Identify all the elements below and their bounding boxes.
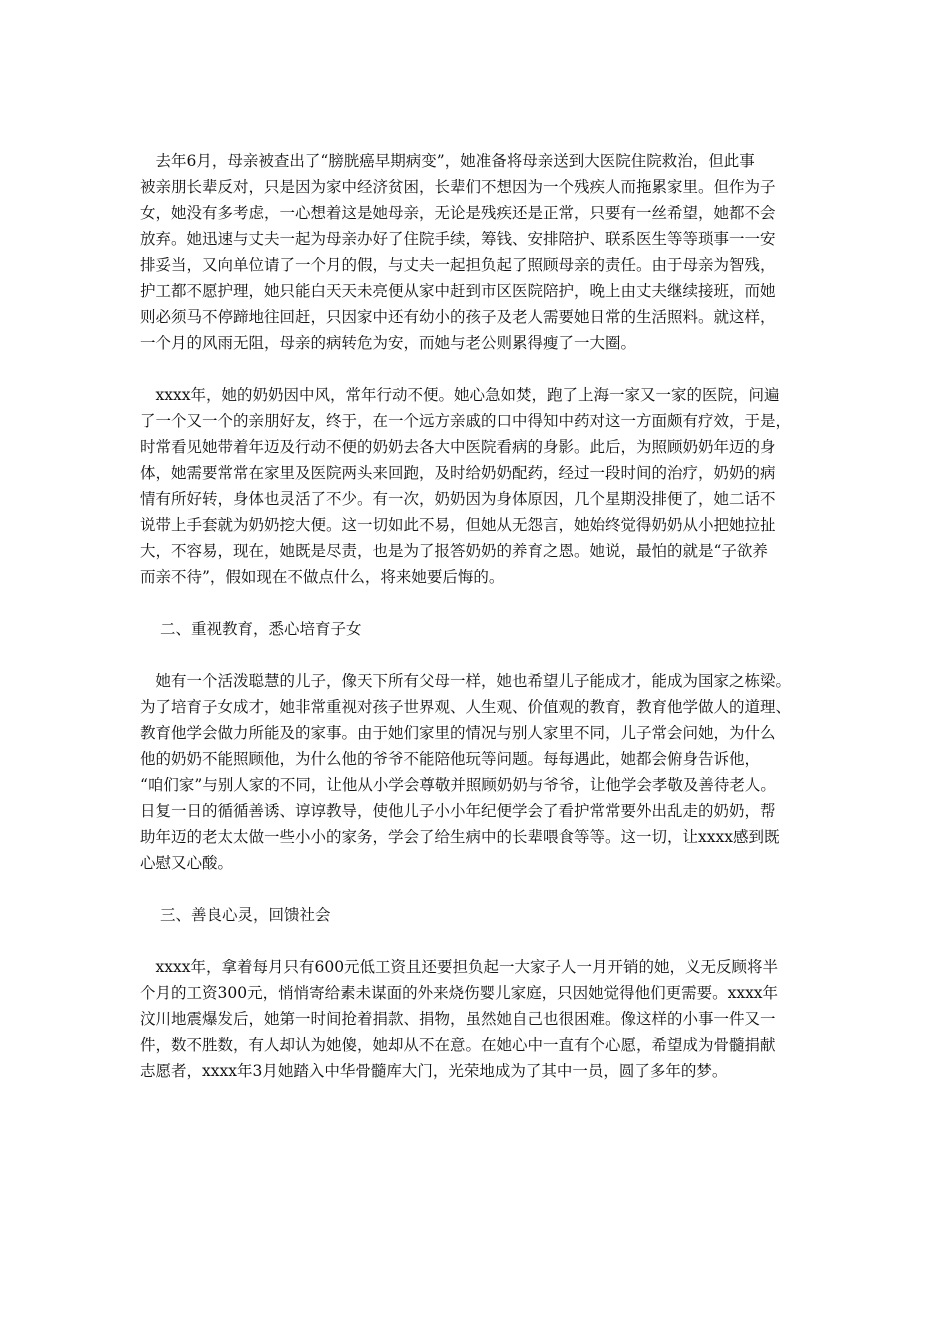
paragraph-social-contribution [140,954,808,1084]
text-line: 志愿者，xxxx年3月她踏入中华骨髓库大门，光荣地成为了其中一员，圆了多年的梦。 [140,1062,728,1080]
text-line: 心慰又心酸。 [140,854,234,872]
text-line: 汶川地震爆发后，她第一时间抢着捐款、捐物，虽然她自己也很困难。像这样的小事一件又一 [140,1010,776,1028]
section-heading-society: 三、善良心灵，回馈社会 [160,906,331,924]
text-line: 大，不容易，现在，她既是尽责，也是为了报答奶奶的养育之恩。她说，最怕的就是“子欲养 [140,542,768,560]
paragraph-grandmother-care [140,382,808,590]
text-line: 他的奶奶不能照顾他，为什么他的爷爷不能陪他玩等问题。每每遇此，她都会俯身告诉他， [140,750,761,768]
document-body [140,148,808,1084]
section-heading-education: 二、重视教育，悉心培育子女 [160,620,362,638]
text-line: 件，数不胜数，有人却认为她傻，她却从不在意。在她心中一直有个心愿，希望成为骨髓捐献 [140,1036,776,1054]
paragraph-child-education [140,668,808,876]
text-line: 放弃。她迅速与丈夫一起为母亲办好了住院手续，筹钱、安排陪护、联系医生等等琐事一一安 [140,230,776,248]
text-line: 日复一日的循循善诱、谆谆教导，使他儿子小小年纪便学会了看护常常要外出乱走的奶奶，帮 [140,802,776,820]
text-line: 一个月的风雨无阻，母亲的病转危为安，而她与老公则累得瘦了一大圈。 [140,334,637,352]
text-line: 了一个又一个的亲朋好友，终于，在一个远方亲戚的口中得知中药对这一方面颇有疗效，于是， [140,412,792,430]
text-line: 助年迈的老太太做一些小小的家务，学会了给生病中的长辈喂食等等。这一切，让xxxx感到既 [140,828,780,846]
text-line: 为了培育子女成才，她非常重视对孩子世界观、人生观、价值观的教育，教育他学做人的道理、 [140,698,792,716]
text-line: 女，她没有多考虑，一心想着这是她母亲，无论是残疾还是正常，只要有一丝希望，她都不会 [140,204,776,222]
text-line: 时常看见她带着年迈及行动不便的奶奶去各大中医院看病的身影。此后，为照顾奶奶年迈的身 [140,438,776,456]
text-line: 她有一个活泼聪慧的儿子，像天下所有父母一样，她也希望儿子能成才，能成为国家之栋梁。 [140,672,792,690]
text-line: 说带上手套就为奶奶挖大便。这一切如此不易，但她从无怨言，她始终觉得奶奶从小把她拉扯 [140,516,776,534]
text-line: 去年6月，母亲被查出了“膀胱癌早期病变”，她准备将母亲送到大医院住院救治，但此事 [140,152,755,170]
text-line: xxxx年，拿着每月只有600元低工资且还要担负起一大家子人一月开销的她，义无反顾将半 [140,958,779,976]
text-line: “咱们家”与别人家的不同，让他从小学会尊敬并照顾奶奶与爷爷，让他学会孝敬及善待老人。 [140,776,776,794]
text-line: 体，她需要常常在家里及医院两头来回跑，及时给奶奶配药，经过一段时间的治疗，奶奶的病 [140,464,776,482]
text-line: 排妥当，又向单位请了一个月的假，与丈夫一起担负起了照顾母亲的责任。由于母亲为智残， [140,256,776,274]
text-line: 教育他学会做力所能及的家事。由于她们家里的情况与别人家里不同，儿子常会问她，为什么 [140,724,776,742]
text-line: 个月的工资300元，悄悄寄给素未谋面的外来烧伤婴儿家庭，只因她觉得他们更需要。xxxx年 [140,984,779,1002]
text-line: 情有所好转，身体也灵活了不少。有一次，奶奶因为身体原因，几个星期没排便了，她二话不 [140,490,776,508]
text-line: 则必须马不停蹄地往回赶，只因家中还有幼小的孩子及老人需要她日常的生活照料。就这样， [140,308,776,326]
text-line: 护工都不愿护理，她只能白天天未亮便从家中赶到市区医院陪护，晚上由丈夫继续接班，而她 [140,282,776,300]
text-line: 而亲不待”，假如现在不做点什么，将来她要后悔的。 [140,568,505,586]
paragraph-mother-illness [140,148,808,356]
text-line: 被亲朋长辈反对，只是因为家中经济贫困，长辈们不想因为一个残疾人而拖累家里。但作为子 [140,178,776,196]
text-line: xxxx年，她的奶奶因中风，常年行动不便。她心急如焚，跑了上海一家又一家的医院，问遍 [140,386,780,404]
